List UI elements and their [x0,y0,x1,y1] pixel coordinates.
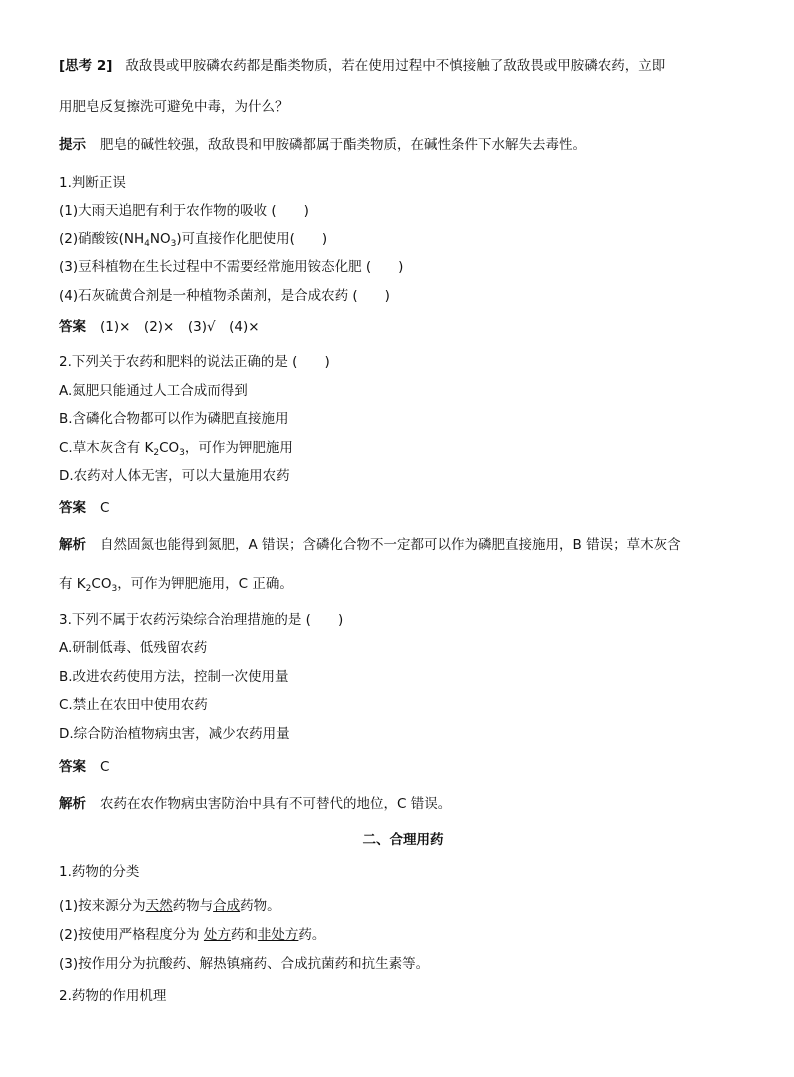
section-item-2-mid: 药和 [230,927,258,943]
q1-title: 1.判断正误 [59,175,126,191]
q2-option-c-mid: CO [159,440,180,456]
q1-answer [59,318,260,336]
q2-answer [59,499,109,517]
section-item-2 [59,926,325,944]
q3-answer [59,758,109,776]
hint-label: 提示 [59,137,86,153]
q3-analysis [59,795,451,813]
think-hint [59,136,586,154]
q1-item-2 [59,230,327,253]
section-heading-1: 1.药物的分类 [59,864,140,880]
q3-answer-label: 答案 [59,759,86,775]
q1-item-4: (4)石灰硫黄合剂是一种植物杀菌剂，是合成农药 ( ) [59,288,390,304]
think-question-line-2: 用肥皂反复擦洗可避免中毒，为什么？ [59,99,289,115]
q2-stem: 2.下列关于农药和肥料的说法正确的是 ( ) [59,354,330,370]
q1-item-1: (1)大雨天追肥有利于农作物的吸收 ( ) [59,203,309,219]
q2-option-c-post: ，可作为钾肥施用 [184,440,293,456]
q2-option-c-pre: C.草木灰含有 K [59,440,154,456]
q2-answer-label: 答案 [59,500,86,516]
section-item-1-post: 药物。 [240,898,281,914]
q1-item-2-sub1: 4 [144,239,150,249]
q2-option-d: D.农药对人体无害，可以大量施用农药 [59,468,290,484]
q2-analysis-2-pre: 有 K [59,576,86,592]
section-title: 二、合理用药 [362,832,444,848]
q1-item-2-pre: (2)硝酸铵(NH [59,231,145,247]
q2-option-c-sub1: 2 [153,448,160,458]
section-item-1-mid: 药物与 [172,898,214,914]
q3-answer-text: C [100,759,110,775]
q2-analysis-text-1: 自然固氮也能得到氮肥，A 错误；含磷化合物不一定都可以作为磷肥直接施用，B 错误；草木灰含 [100,537,681,553]
q1-answer-label: 答案 [59,319,86,335]
think-question-line-1 [59,57,665,75]
section-item-1-underline-1: 天然 [145,898,173,914]
q2-answer-text: C [100,500,110,516]
q2-analysis-line-1 [59,536,681,554]
q3-option-c: C.禁止在农田中使用农药 [59,697,208,713]
q3-stem: 3.下列不属于农药污染综合治理措施的是 ( ) [59,612,344,628]
think-tag: [思考 2] [59,58,113,74]
q2-analysis-2-sub1: 2 [85,584,92,594]
q2-analysis-2-sub2: 3 [111,584,118,594]
q2-analysis-2-post: ，可作为钾肥施用，C 正确。 [117,576,293,592]
section-item-2-underline-1: 处方 [203,927,231,943]
q2-option-c [59,439,293,462]
section-item-3: (3)按作用分为抗酸药、解热镇痛药、合成抗菌药和抗生素等。 [59,956,430,972]
q1-item-2-mid: NO [149,231,171,247]
section-item-2-underline-2: 非处方 [257,927,299,943]
section-item-1 [59,897,281,915]
section-item-2-pre: (2)按使用严格程度分为 [59,927,204,943]
section-item-2-post: 药。 [298,927,326,943]
q2-option-c-sub2: 3 [179,448,185,458]
q2-option-a: A.氮肥只能通过人工合成而得到 [59,383,248,399]
q3-option-d: D.综合防治植物病虫害，减少农药用量 [59,726,290,742]
q3-option-a: A.研制低毒、低残留农药 [59,640,208,656]
q3-option-b: B.改进农药使用方法，控制一次使用量 [59,669,289,685]
section-item-1-underline-2: 合成 [213,898,241,914]
section-heading-2: 2.药物的作用机理 [59,988,167,1004]
q2-analysis-line-2 [59,575,293,598]
q1-item-3: (3)豆科植物在生长过程中不需要经常施用铵态化肥 ( ) [59,259,404,275]
q2-option-b: B.含磷化合物都可以作为磷肥直接施用 [59,411,289,427]
think-question-text-1: 敌敌畏或甲胺磷农药都是酯类物质，若在使用过程中不慎接触了敌敌畏或甲胺磷农药，立即 [125,58,666,74]
hint-text: 肥皂的碱性较强，敌敌畏和甲胺磷都属于酯类物质，在碱性条件下水解失去毒性。 [100,137,586,153]
q1-answer-text: (1)× (2)× (3)√ (4)× [100,319,260,335]
q1-item-2-sub2: 3 [170,239,177,249]
q2-analysis-label: 解析 [59,537,86,553]
q1-item-2-post: )可直接作化肥使用( ) [176,231,328,247]
q3-analysis-text: 农药在农作物病虫害防治中具有不可替代的地位，C 错误。 [100,796,452,812]
q3-analysis-label: 解析 [59,796,86,812]
q2-analysis-2-mid: CO [91,576,112,592]
section-item-1-pre: (1)按来源分为 [59,898,146,914]
